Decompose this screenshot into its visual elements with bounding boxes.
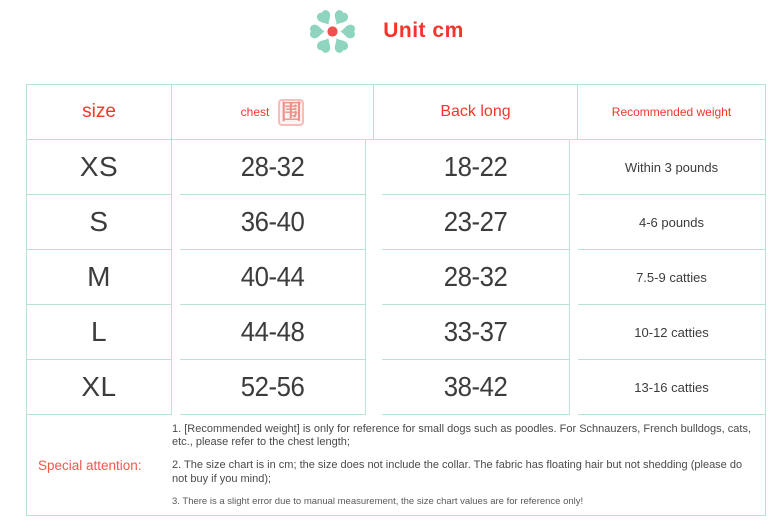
table-cell-weight: 13-16 catties	[578, 360, 765, 415]
column-header-recommended-weight: Recommended weight	[578, 85, 765, 140]
table-cell-back-long: 33-37	[382, 305, 570, 360]
note-item: 3. There is a slight error due to manual measurement, the size chart values are for reference only!	[172, 495, 584, 507]
size-table	[26, 84, 766, 516]
notes-list	[172, 415, 765, 515]
note-item: 1. [Recommended weight] is only for reference for small dogs such as poodles. For Schnauzers, French bulldogs, cats, etc., please refer to the chest length;	[172, 422, 752, 449]
table-cell-weight: Within 3 pounds	[578, 140, 765, 195]
column-header-chest-label: chest	[240, 105, 270, 119]
table-cell-back-long: 28-32	[382, 250, 570, 305]
table-cell-weight: 7.5-9 catties	[578, 250, 765, 305]
table-cell-size: L	[27, 305, 172, 360]
column-header-size: size	[27, 85, 172, 140]
chest-seal-icon: 围	[278, 99, 304, 126]
flower-icon	[309, 8, 356, 55]
table-cell-size: M	[27, 250, 172, 305]
table-cell-size: S	[27, 195, 172, 250]
table-cell-chest: 40-44	[180, 250, 366, 305]
special-attention-label: Special attention:	[38, 457, 142, 473]
table-cell-weight: 4-6 pounds	[578, 195, 765, 250]
table-cell-back-long: 18-22	[382, 140, 570, 195]
table-cell-size: XS	[27, 140, 172, 195]
page-header	[0, 6, 773, 56]
unit-label: Unit cm	[383, 19, 464, 42]
special-attention-section	[27, 415, 765, 515]
table-cell-chest: 36-40	[180, 195, 366, 250]
table-cell-chest: 52-56	[180, 360, 366, 415]
column-header-back-long: Back long	[374, 85, 578, 140]
table-cell-weight: 10-12 catties	[578, 305, 765, 360]
table-cell-back-long: 23-27	[382, 195, 570, 250]
table-cell-size: XL	[27, 360, 172, 415]
table-cell-back-long: 38-42	[382, 360, 570, 415]
column-header-chest	[172, 85, 374, 140]
table-cell-chest: 44-48	[180, 305, 366, 360]
note-item: 2. The size chart is in cm; the size does not include the collar. The fabric has floating hair but not shedding (please do not buy if you mind);	[172, 459, 743, 485]
table-cell-chest: 28-32	[180, 140, 366, 195]
